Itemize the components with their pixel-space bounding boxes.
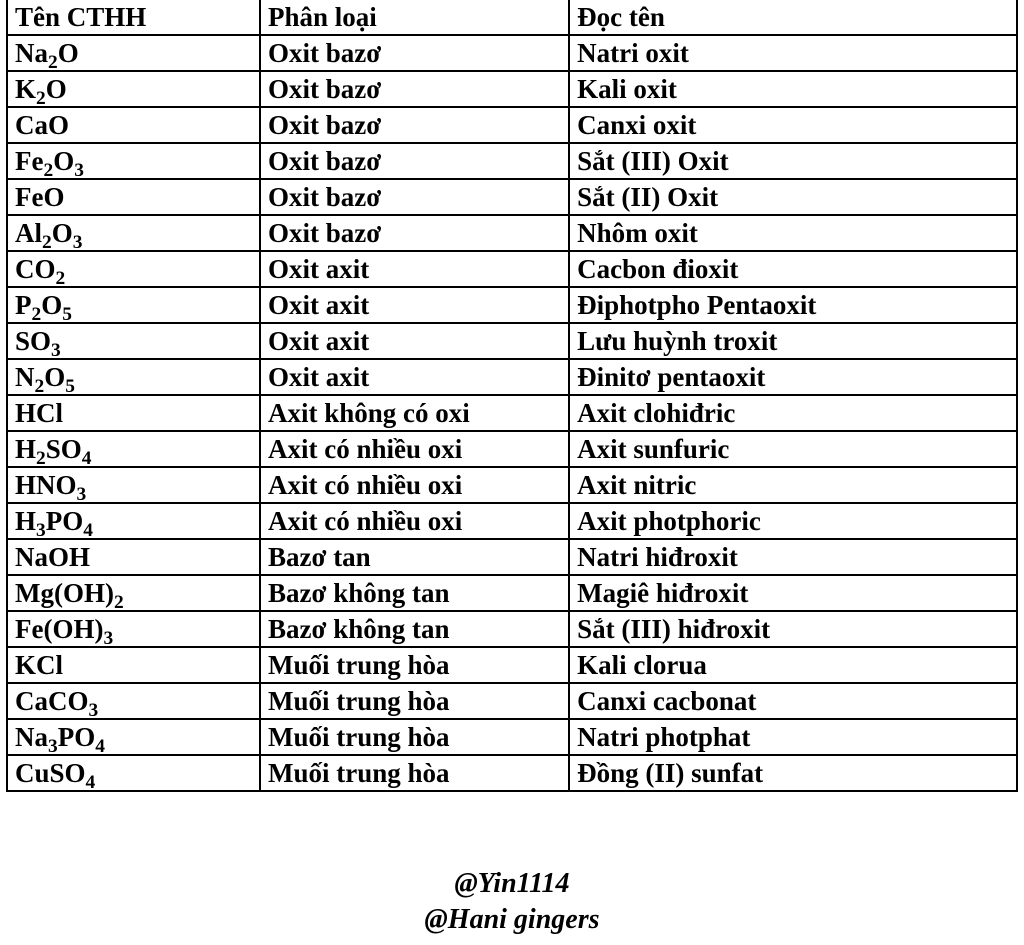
table-row [7, 215, 1017, 251]
formula-text: KCl [15, 650, 64, 680]
name-cell: Natri photphat [569, 719, 1017, 755]
type-cell: Bazơ tan [260, 539, 569, 575]
table-row [7, 755, 1017, 791]
table-row [7, 503, 1017, 539]
table-row [7, 395, 1017, 431]
formula-text: HNO [15, 470, 77, 500]
formula-text: SO [15, 326, 52, 356]
subscript: 2 [31, 303, 42, 323]
type-cell: Muối trung hòa [260, 719, 569, 755]
formula-cell [7, 71, 260, 107]
formula-cell [7, 611, 260, 647]
formula-text: P [15, 290, 32, 320]
type-cell: Muối trung hòa [260, 683, 569, 719]
table-row [7, 431, 1017, 467]
formula-cell [7, 719, 260, 755]
subscript: 5 [65, 375, 75, 395]
name-cell: Lưu huỳnh troxit [569, 323, 1017, 359]
formula-text: CO [15, 254, 56, 284]
formula-text: O [44, 362, 66, 392]
subscript: 4 [81, 447, 92, 467]
formula-text: Al [15, 218, 42, 248]
name-cell: Axit sunfuric [569, 431, 1017, 467]
table-row [7, 323, 1017, 359]
name-cell: Natri oxit [569, 35, 1017, 71]
subscript: 3 [74, 159, 84, 179]
name-cell: Đinitơ pentaoxit [569, 359, 1017, 395]
header-formula: Tên CTHH [7, 0, 260, 35]
name-cell: Canxi cacbonat [569, 683, 1017, 719]
formula-text: Mg(OH) [15, 578, 114, 608]
subscript: 5 [62, 303, 72, 323]
type-cell: Axit có nhiều oxi [260, 467, 569, 503]
type-cell: Oxit axit [260, 323, 569, 359]
subscript: 3 [76, 483, 87, 503]
table-row [7, 719, 1017, 755]
subscript: 3 [72, 231, 83, 251]
type-cell: Oxit axit [260, 251, 569, 287]
formula-text: CuSO [15, 758, 86, 788]
name-cell: Natri hiđroxit [569, 539, 1017, 575]
name-cell: Điphotpho Pentaoxit [569, 287, 1017, 323]
formula-cell [7, 503, 260, 539]
formula-text: K [15, 74, 37, 104]
credits [0, 866, 1024, 938]
type-cell: Oxit bazơ [260, 71, 569, 107]
subscript: 4 [85, 771, 96, 791]
formula-cell [7, 683, 260, 719]
subscript: 3 [103, 627, 114, 647]
formula-text: Na [15, 38, 48, 68]
subscript: 2 [34, 375, 45, 395]
table-row [7, 35, 1017, 71]
name-cell: Axit clohiđric [569, 395, 1017, 431]
header-name: Đọc tên [569, 0, 1017, 35]
table-row [7, 287, 1017, 323]
type-cell: Axit không có oxi [260, 395, 569, 431]
formula-text: H [15, 506, 37, 536]
formula-text: O [53, 146, 75, 176]
formula-text: PO [57, 722, 96, 752]
formula-cell [7, 575, 260, 611]
subscript: 2 [43, 159, 54, 179]
type-cell: Oxit axit [260, 287, 569, 323]
name-cell: Kali oxit [569, 71, 1017, 107]
table-row [7, 107, 1017, 143]
formula-cell [7, 647, 260, 683]
formula-text: Na [15, 722, 48, 752]
formula-cell [7, 359, 260, 395]
formula-text: Fe [15, 146, 44, 176]
compound-table [6, 0, 1018, 792]
formula-text: CaCO [15, 686, 89, 716]
name-cell: Canxi oxit [569, 107, 1017, 143]
formula-text: H [15, 434, 37, 464]
header-row [7, 0, 1017, 35]
name-cell: Axit photphoric [569, 503, 1017, 539]
table-row [7, 647, 1017, 683]
subscript: 2 [36, 87, 46, 107]
table-row [7, 251, 1017, 287]
subscript: 3 [51, 339, 61, 359]
table-row [7, 611, 1017, 647]
formula-text: PO [45, 506, 84, 536]
subscript: 4 [95, 735, 105, 755]
name-cell: Cacbon đioxit [569, 251, 1017, 287]
formula-text: N [15, 362, 35, 392]
subscript: 3 [36, 519, 46, 539]
credit-author-1: @Yin1114 [454, 868, 570, 899]
table-row [7, 359, 1017, 395]
name-cell: Magiê hiđroxit [569, 575, 1017, 611]
subscript: 2 [36, 447, 46, 467]
formula-text: O [45, 74, 67, 104]
name-cell: Sắt (III) Oxit [569, 143, 1017, 179]
table-row [7, 467, 1017, 503]
table-row [7, 575, 1017, 611]
subscript: 2 [48, 51, 58, 71]
table-row [7, 539, 1017, 575]
name-cell: Axit nitric [569, 467, 1017, 503]
type-cell: Axit có nhiều oxi [260, 503, 569, 539]
subscript: 2 [55, 267, 66, 287]
formula-cell [7, 143, 260, 179]
credit-author-2: @Hani gingers [424, 904, 600, 935]
subscript: 4 [83, 519, 93, 539]
formula-text: O [57, 38, 79, 68]
type-cell: Oxit bazơ [260, 107, 569, 143]
formula-cell [7, 179, 260, 215]
formula-cell [7, 251, 260, 287]
type-cell: Oxit bazơ [260, 215, 569, 251]
formula-text: HCl [15, 398, 64, 428]
type-cell: Oxit bazơ [260, 143, 569, 179]
table-row [7, 683, 1017, 719]
name-cell: Nhôm oxit [569, 215, 1017, 251]
formula-cell [7, 35, 260, 71]
formula-text: NaOH [15, 542, 91, 572]
name-cell: Sắt (III) hiđroxit [569, 611, 1017, 647]
formula-cell [7, 215, 260, 251]
name-cell: Đồng (II) sunfat [569, 755, 1017, 791]
subscript: 2 [113, 591, 124, 611]
type-cell: Bazơ không tan [260, 611, 569, 647]
type-cell: Oxit bazơ [260, 35, 569, 71]
name-cell: Sắt (II) Oxit [569, 179, 1017, 215]
header-type: Phân loại [260, 0, 569, 35]
formula-text: O [41, 290, 63, 320]
subscript: 3 [88, 699, 99, 719]
formula-text: FeO [15, 182, 65, 212]
type-cell: Muối trung hòa [260, 755, 569, 791]
subscript: 3 [48, 735, 58, 755]
formula-cell [7, 539, 260, 575]
type-cell: Muối trung hòa [260, 647, 569, 683]
table-row [7, 143, 1017, 179]
type-cell: Bazơ không tan [260, 575, 569, 611]
formula-text: SO [45, 434, 82, 464]
type-cell: Axit có nhiều oxi [260, 431, 569, 467]
formula-cell [7, 395, 260, 431]
formula-cell [7, 755, 260, 791]
formula-text: Fe(OH) [15, 614, 104, 644]
table-row [7, 179, 1017, 215]
name-cell: Kali clorua [569, 647, 1017, 683]
formula-cell [7, 323, 260, 359]
formula-cell [7, 107, 260, 143]
formula-cell [7, 287, 260, 323]
formula-cell [7, 431, 260, 467]
type-cell: Oxit axit [260, 359, 569, 395]
table-row [7, 71, 1017, 107]
type-cell: Oxit bazơ [260, 179, 569, 215]
table-body [7, 0, 1017, 791]
formula-cell [7, 467, 260, 503]
formula-text: O [51, 218, 73, 248]
formula-text: CaO [15, 110, 69, 140]
subscript: 2 [42, 231, 52, 251]
